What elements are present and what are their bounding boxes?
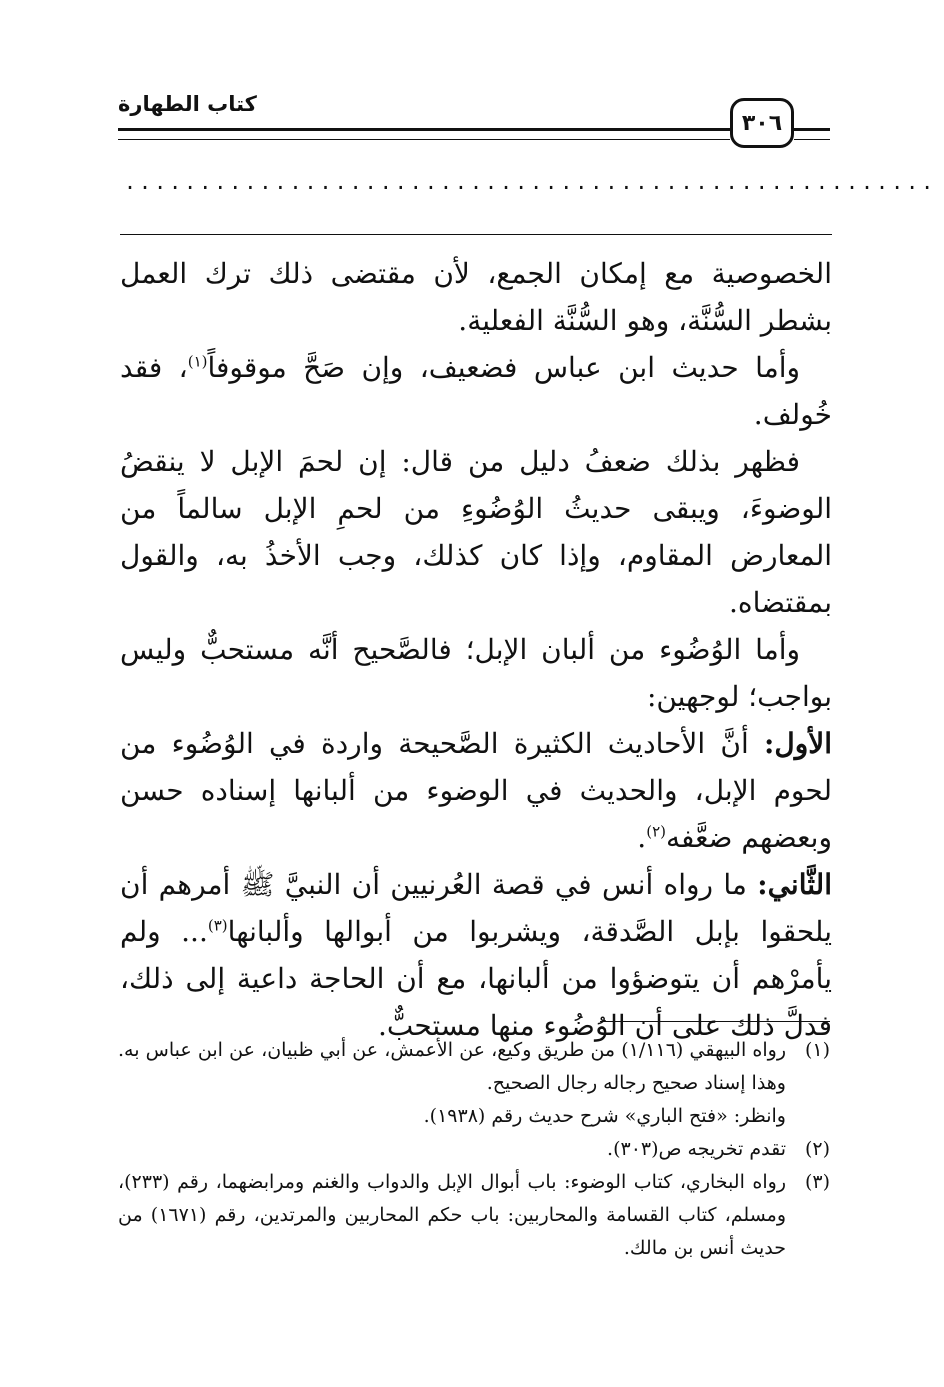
text-separator-rule bbox=[120, 234, 832, 235]
paragraph-5 bbox=[120, 720, 832, 861]
footnote-text: تقدم تخريجه ص(٣٠٣). bbox=[607, 1138, 786, 1160]
paragraph-2-text: وأما حديث ابن عباس فضعيف، وإن صَحَّ موقوفاً bbox=[207, 351, 800, 384]
paragraph-5-tail: . bbox=[637, 821, 647, 854]
footnote-rule bbox=[600, 1021, 830, 1022]
footnote-extra: وانظر: «فتح الباري» شرح حديث رقم (١٩٣٨). bbox=[423, 1105, 786, 1127]
footnote bbox=[118, 1133, 830, 1166]
footnote-ref-3[interactable]: (٣) bbox=[207, 916, 228, 935]
footnote-number: (٣) bbox=[804, 1171, 830, 1193]
footnote-text bbox=[118, 1034, 786, 1133]
paragraph-4: وأما الوُضُوء من ألبان الإبل؛ فالصَّحيح أنَّه مستحبٌّ وليس بواجب؛ لوجهين: bbox=[120, 633, 832, 713]
book-title: كتاب الطهارة bbox=[118, 92, 257, 116]
paragraph-6-text: ما رواه أنس في قصة العُرنيين أن النبيَّ ﷺ أمرهم أن يلحقوا بإبل الصَّدقة، ويشربوا من أبوالها وألبانها bbox=[120, 868, 832, 948]
footnote-number: (١) bbox=[804, 1039, 830, 1061]
page-header bbox=[118, 92, 830, 152]
footnote-ref-2[interactable]: (٢) bbox=[646, 822, 666, 841]
main-text bbox=[120, 250, 832, 1049]
footnote-ref-1[interactable]: (١) bbox=[187, 352, 208, 371]
paragraph-5-text: أنَّ الأحاديث الكثيرة الصَّحيحة واردة في الوُضُوء من لحوم الإبل، والحديث في الوضوء من ألبانها إسناده حسن وبعضهم ضعَّفه bbox=[120, 727, 832, 854]
paragraph-2 bbox=[120, 344, 832, 438]
paragraph-6-tail: ... ولم يأمرْهم أن يتوضؤوا من ألبانها، مع أن الحاجة داعية إلى ذلك، فدلَّ ذلك على أن الوُضُوء منها مستحبٌّ. bbox=[120, 915, 832, 1042]
continuation-dots: ...................................................... bbox=[124, 170, 937, 194]
header-rule bbox=[118, 128, 730, 140]
footnote-text-line: رواه البيهقي (١/١١٦) من طريق وكيع، عن الأعمش، عن أبي ظبيان، عن ابن عباس به. وهذا إسناد صحيح رجاله رجال الصحيح. bbox=[118, 1039, 786, 1094]
footnote-text: رواه البخاري، كتاب الوضوء: باب أبوال الإبل والدواب والغنم ومرابضهما، رقم (٢٣٣)، ومسلم، كتاب القسامة والمحاربين: باب حكم المحاربين والمرتدين، رقم (١٦٧١) من حديث أنس بن مالك. bbox=[118, 1171, 787, 1259]
second-reason-label: الثَّاني: bbox=[757, 868, 832, 901]
footnotes bbox=[118, 1034, 830, 1265]
paragraph-2-tail: ، فقد خُولف. bbox=[120, 351, 832, 431]
first-reason-label: الأول: bbox=[764, 727, 832, 760]
header-rule-short bbox=[794, 128, 830, 140]
footnote bbox=[118, 1034, 830, 1133]
footnote-number: (٢) bbox=[804, 1138, 830, 1160]
paragraph-1: الخصوصية مع إمكان الجمع، لأن مقتضى ذلك ترك العمل بشطر السُّنَّة، وهو السُّنَّة الفعلية. bbox=[120, 257, 832, 337]
footnote bbox=[118, 1166, 830, 1265]
paragraph-3: فظهر بذلك ضعفُ دليل من قال: إن لحمَ الإبل لا ينقضُ الوضوءَ، ويبقى حديثُ الوُضُوءِ من لحمِ الإبل سالماً من المعارض المقاوم، وإذا كان كذلك، وجب الأخذُ به، والقول بمقتضاه. bbox=[120, 445, 832, 619]
page-number: ٣٠٦ bbox=[730, 98, 794, 148]
